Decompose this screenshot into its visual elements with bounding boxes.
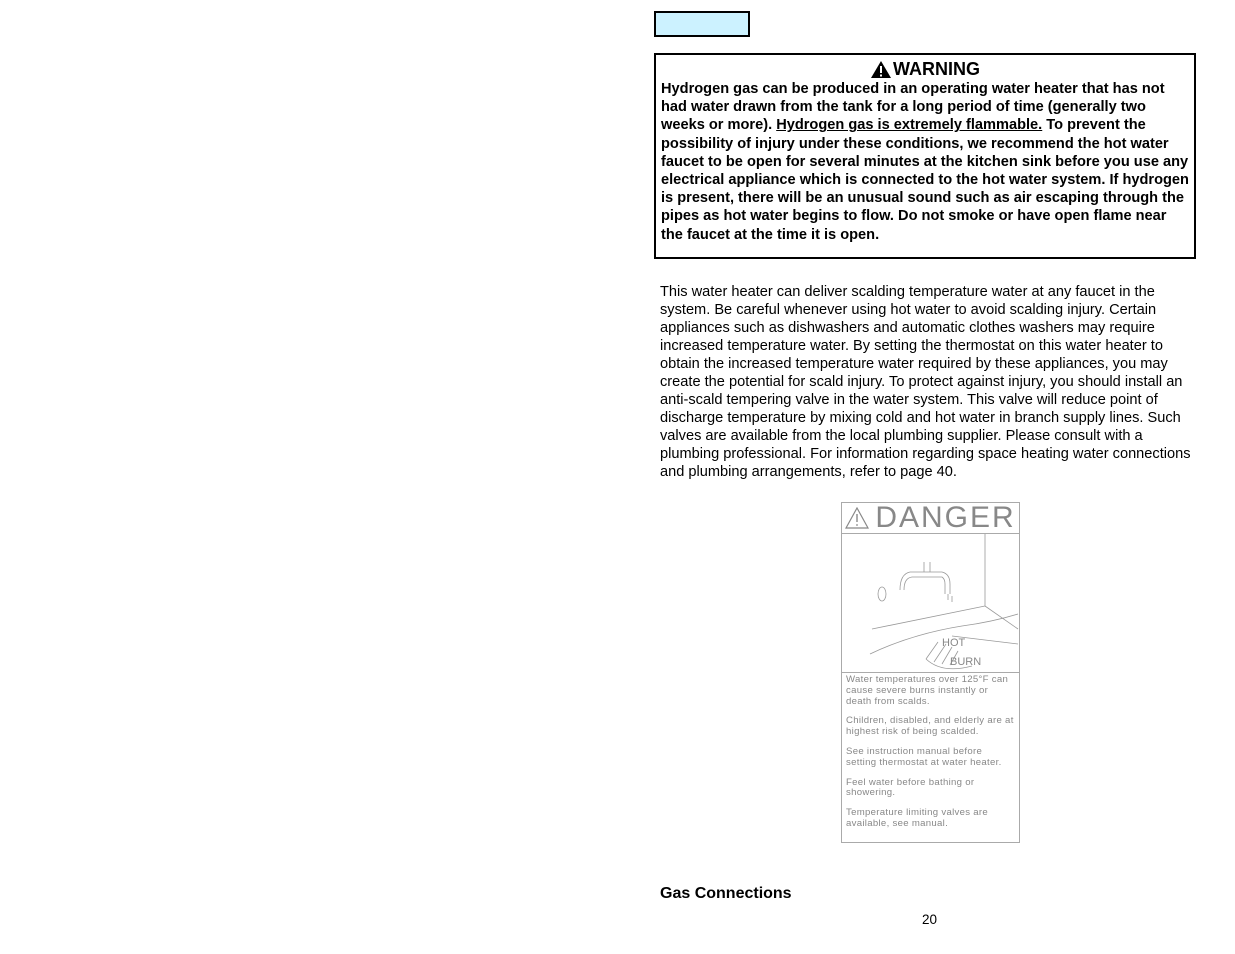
warning-body [661,80,1189,244]
warning-title [661,59,1189,79]
danger-line-1: Water temperatures over 125°F can cause severe burns instantly or death from scalds. [846,674,1009,707]
scald-paragraph: This water heater can deliver scalding temperature water at any faucet in the system. Be careful whenever using hot water to avoid scalding injury. Certain appliances such as dishwashers and automatic clothes washers may require increased temperature water. By setting the thermostat on this water heater to obtain the increased temperature water required by these appliances, you may create the potential for scald injury. To protect against injury, you should install an anti-scald tempering valve in the water system. This valve will reduce point of discharge temperature by mixing cold and hot water in branch supply lines. Such valves are available from the local plumbing supplier. Please consult with a plumbing professional. For information regarding space heating water connections and plumbing arrangements, refer to page 40. [660,284,1191,480]
hot-water-illustration [842,534,1019,673]
illus-burn-text: BURN [950,656,982,668]
illus-hot-text: HOT [942,637,966,649]
danger-line-2: Children, disabled, and elderly are at highest risk of being scalded. [846,715,1014,738]
warning-text-1: Hydrogen gas can be produced in an operating water heater that has not had water drawn from the tank for a long period of time (generally two weeks or more). [661,81,1165,134]
danger-line-4: Feel water before bathing or showering. [846,776,975,799]
gas-connections-heading: Gas Connections [660,885,792,902]
danger-line-5: Temperature limiting valves are available, see manual. [846,807,989,829]
danger-text-block [842,673,1019,841]
danger-title: DANGER [875,501,1016,534]
danger-label-image [841,502,1020,843]
warning-triangle-icon [870,60,892,79]
warning-title-text: WARNING [893,59,980,79]
danger-line-3: See instruction manual before setting thermostat at water heater. [846,745,1002,768]
warning-underlined-text: Hydrogen gas is extremely flammable. [776,117,1043,134]
danger-triangle-icon [845,507,869,529]
danger-header [842,503,1019,534]
page-number: 20 [922,912,938,927]
warning-text-2: To prevent the possibility of injury under these conditions, we recommend the hot water faucet to be open for several minutes at the kitchen sink before you use any electrical appliance which is connected to the hot water system. If hydrogen is present, there will be an unusual sound such as air escaping through the pipes as hot water begins to flow. Do not smoke or have open flame near the faucet at the time it is open. [661,117,1189,243]
warning-box [654,53,1196,259]
faucet-hand-drawing [842,534,1019,672]
section-tab-box [654,11,750,37]
